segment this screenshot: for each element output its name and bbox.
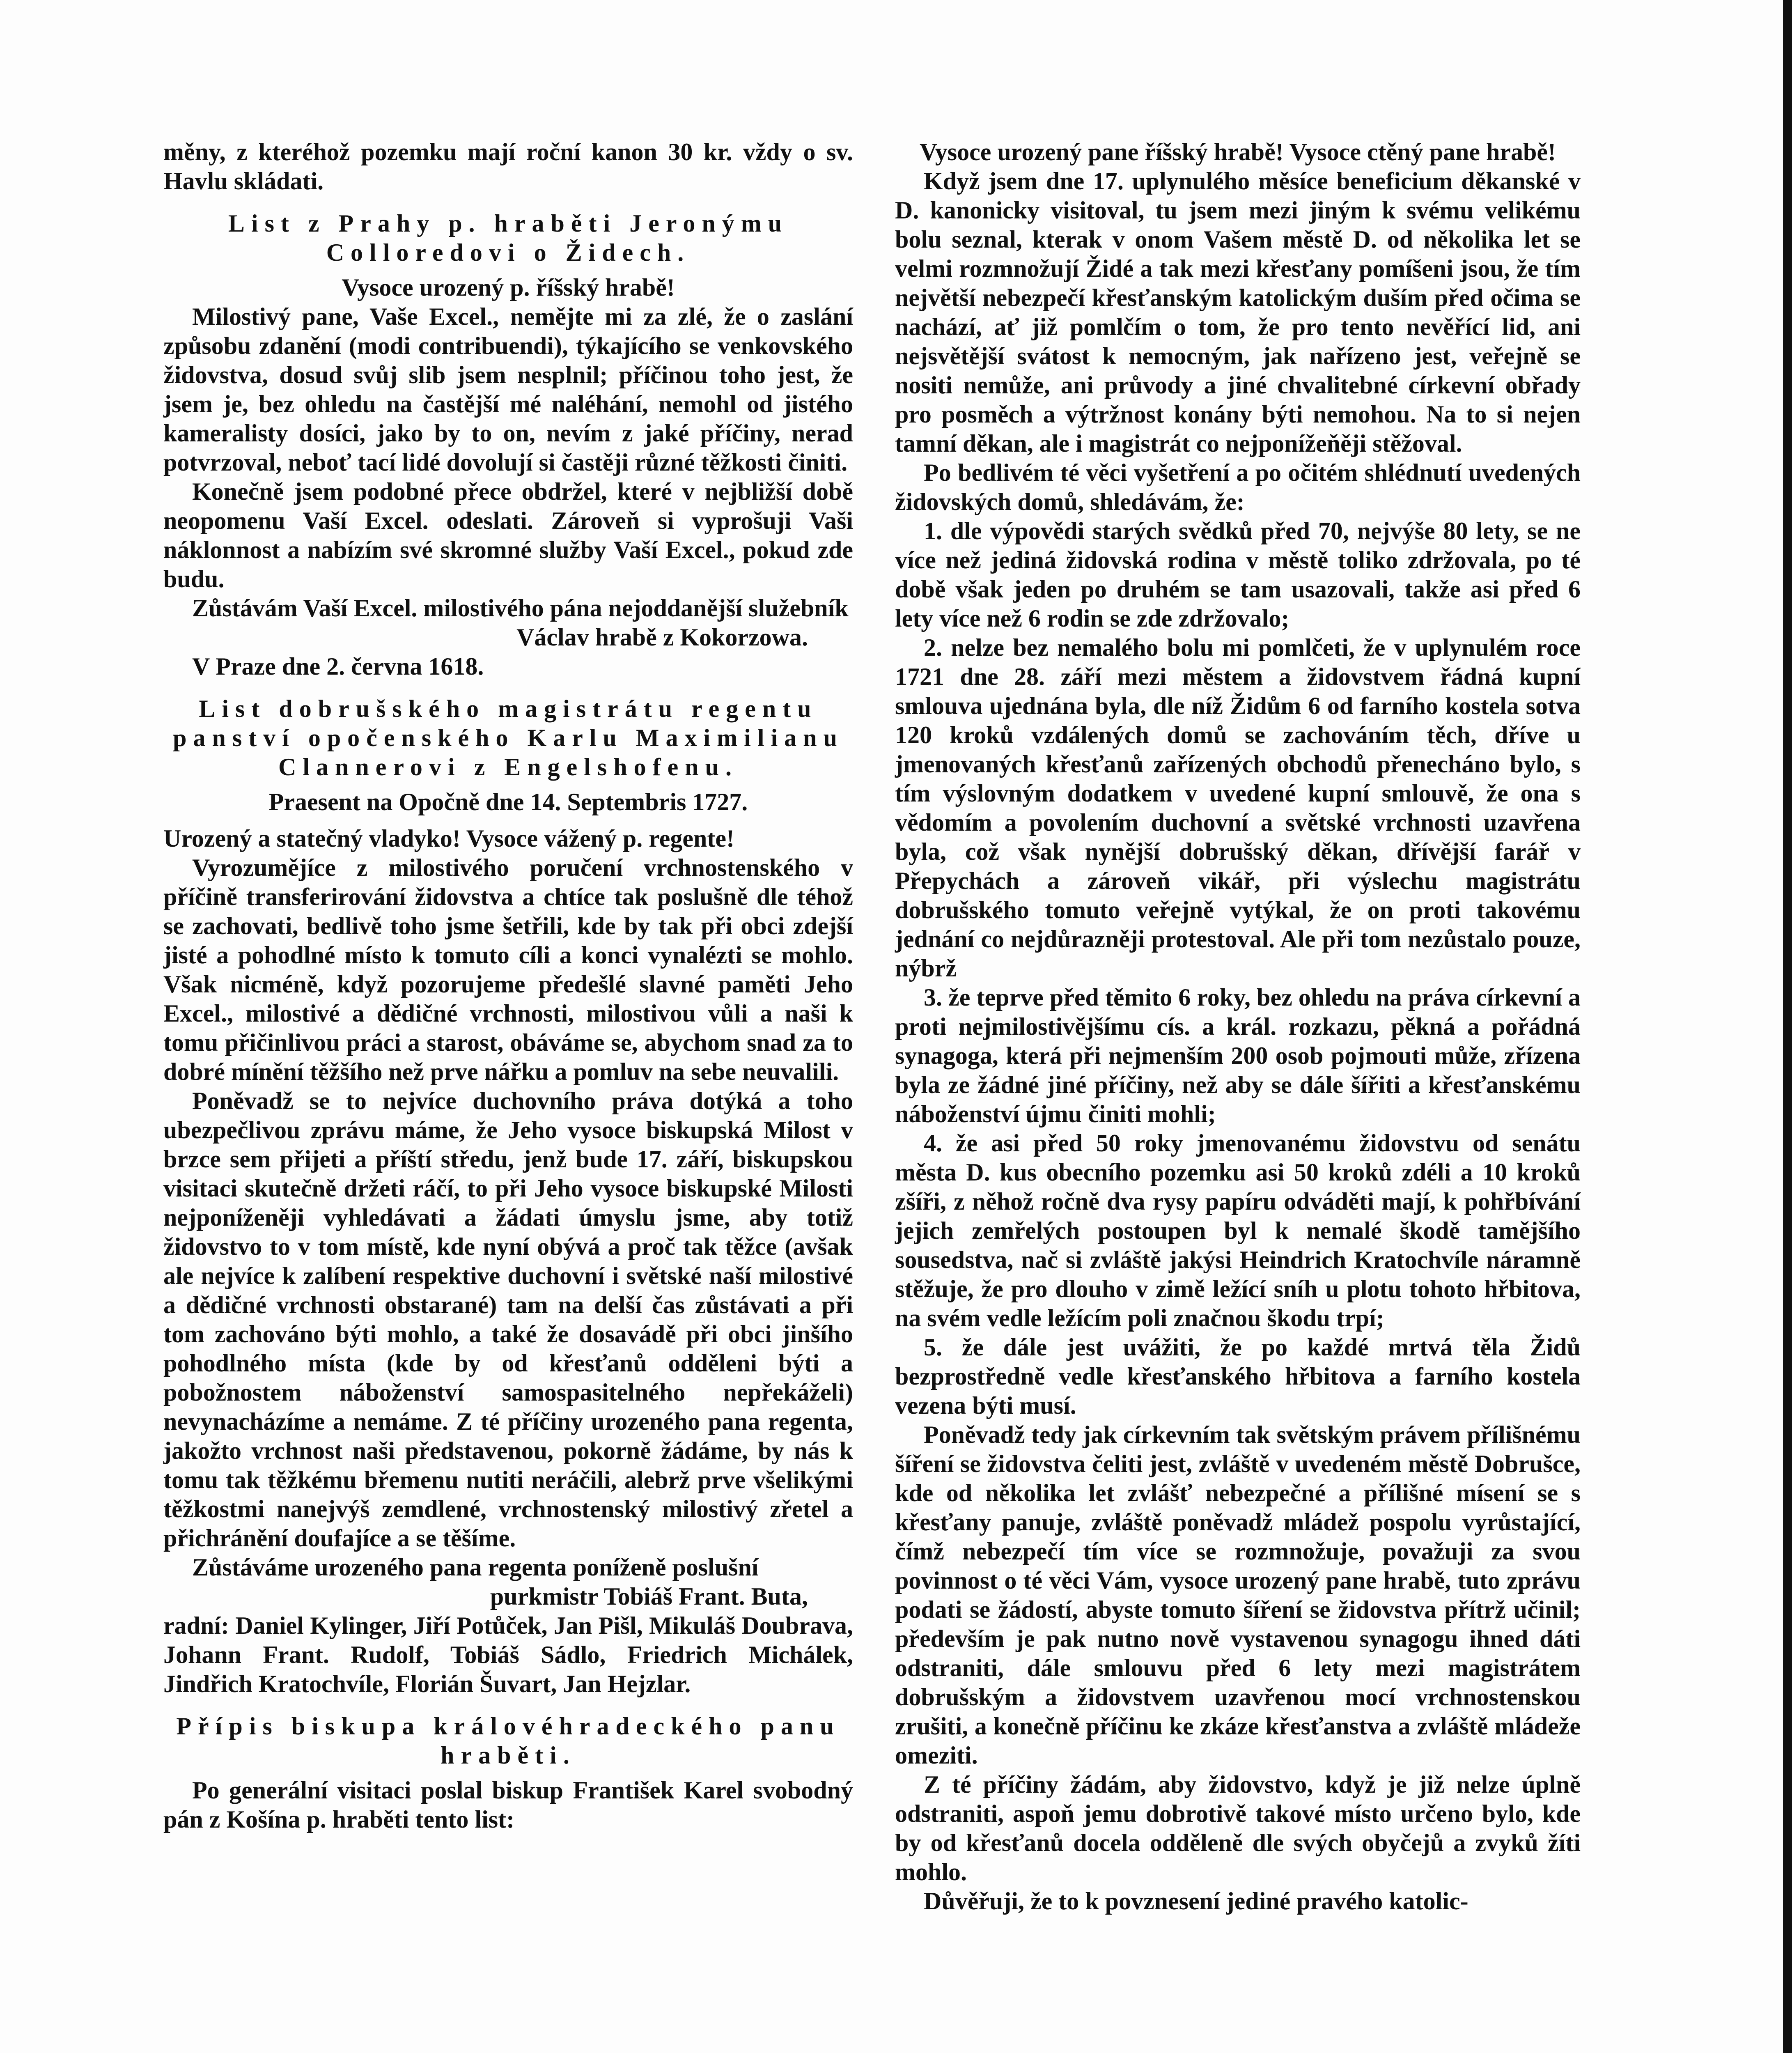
section-heading: List z Prahy p. hraběti Jeronýmu Colloredovi o Židech. bbox=[228, 210, 789, 266]
paragraph: Konečně jsem podobné přece obdržel, které v nejbližší době neopomenu Vaší Excel. odeslati. Zároveň si vyprošuji Vaši náklonnost a nabízím své skromné služby Vaší Excel., pokud zde budu. bbox=[163, 478, 853, 592]
section-heading: List dobrušského magistrátu regentu panství opočenského Karlu Maximilianu Clannerovi z Engelshofenu. bbox=[173, 695, 844, 781]
paragraph: Vyrozumějíce z milostivého poručení vrchnostenského v příčině transferirování židovstva a chtíce tak poslušně dle téhož se zachovati, bedlivě toho jsme šetřili, kde by tak při obci zdejší jisté a pohodlné místo k tomuto cíli a konci vynalézti se mohlo. Však nicméně, když pozorujeme předešlé slavné paměti Jeho Excel., milostivé a dědičné vrchnosti, milostivou vůli a naši k tomu přičinlivou práci a starost, obáváme se, abychom snad za to dobré mínění těžšího než prve nářku a pomluv na sebe neuvalili. bbox=[163, 854, 853, 1085]
list-item: 1. dle výpovědi starých svědků před 70, nejvýše 80 lety, se ne více než jediná židovská rodina v městě toliko zdržovala, po té době však jeden po druhém se tam usazovali, takže asi před 6 lety více než 6 rodin se zde zdržovalo; bbox=[895, 517, 1581, 632]
paragraph: Když jsem dne 17. uplynulého měsíce beneficium děkanské v D. kanonicky visitoval, tu jsem mezi jiným k svému velikému bolu seznal, kterak v onom Vašem městě D. od několika let se velmi rozmnožují Židé a tak mezi křesťany pomíšeni jsou, že tím největší nebezpečí křesťanským katolickým duším před očima se nachází, ať již pomlčím o tom, že pro tento nevěřící lid, ani nejsvětější svátost k nemocným, jak nařízeno jest, veřejně se nositi nemůže, ani průvody a jiné chvalitebné církevní obřady pro posměch a výtržnost konány býti nemohou. Na to si nejen tamní děkan, ale i magistrát co nejponížeňěji stěžoval. bbox=[895, 168, 1581, 457]
salutation: Urozený a statečný vladyko! Vysoce vážený p. regente! bbox=[163, 825, 734, 852]
list-item: 5. že dále jest uvážiti, že po každé mrtvá těla Židů bezprostředně vedle křesťanského hřbitova a farního kostela vezena býti musí. bbox=[895, 1334, 1581, 1419]
list-item: 3. že teprve před těmito 6 roky, bez ohledu na práva církevní a proti nejmilostivějšímu cís. a král. rozkazu, pěkná a pořádná synagoga, která při nejmenším 200 osob pojmouti může, zřízena byla ze žádné jiné příčiny, než aby se dále šířiti a křesťanskému náboženství újmu činiti mohli; bbox=[895, 984, 1581, 1128]
paragraph: Milostivý pane, Vaše Excel., nemějte mi za zlé, že o zaslání způsobu zdanění (modi contribuendi), týkajícího se venkovského židovstva, dosud svůj slib jsem nesplnil; příčinou toho jest, že jsem je, bez ohledu na častější mé naléhání, nemohl od jistého kameralisty dosíci, jako by to on, nevím z jaké příčiny, nerad potvrzoval, neboť tací lidé dovolují si častěji různé těžkosti činiti. bbox=[163, 303, 853, 476]
right-column bbox=[895, 138, 1581, 1916]
paragraph: Zůstáváme urozeného pana regenta poníženě poslušní bbox=[192, 1554, 759, 1581]
praesent-note: Praesent na Opočně dne 14. Septembris 1727. bbox=[268, 788, 748, 815]
date-line: V Praze dne 2. června 1618. bbox=[192, 653, 484, 680]
paragraph: měny, z kteréhož pozemku mají roční kanon 30 kr. vždy o sv. Havlu skládati. bbox=[163, 138, 853, 195]
section-heading: Přípis biskupa královéhradeckého panu hraběti. bbox=[176, 1713, 840, 1769]
paragraph: Důvěřuji, že to k povznesení jediné pravého katolic- bbox=[924, 1888, 1468, 1915]
paragraph: Po bedlivém té věci vyšetření a po očitém shlédnutí uvedených židovských domů, shledávám, že: bbox=[895, 459, 1581, 515]
list-item: 2. nelze bez nemalého bolu mi pomlčeti, že v uplynulém roce 1721 dne 28. září mezi městem a židovstvem řádná kupní smlouva ujednána byla, dle níž Židům 6 od farního kostela sotva 120 kroků vzdálených domů se zachováním těch, dříve u jmenovaných křesťanů zařízených obchodů přenecháno bylo, s tím výslovným dodatkem v uvedené kupní smlouvě, že ona s vědomím a povolením duchovní a světské vrchnosti uzavřena byla, což však nynější dobrušský děkan, dřívější farář v Přepychách a zároveň vikář, při výslechu magistrátu dobrušského tomuto veřejně vytýkal, že on proti takovému jednání co nejdůrazněji protestoval. Ale při tom nezůstalo pouze, nýbrž bbox=[895, 634, 1581, 982]
paragraph: Zůstávám Vaší Excel. milostivého pána nejoddanější služebník bbox=[192, 595, 849, 622]
salutation: Vysoce urozený p. říšský hrabě! bbox=[342, 274, 675, 301]
paragraph: Z té příčiny žádám, aby židovstvo, když je již nelze úplně odstraniti, aspoň jemu dobrotivě takové místo určeno bylo, kde by od křesťanů docela odděleně dle svých obyčejů a zvyků žíti mohlo. bbox=[895, 1771, 1581, 1885]
signature: purkmistr Tobiáš Frant. Buta, bbox=[490, 1583, 808, 1610]
signature: Václav hrabě z Kokorzowa. bbox=[516, 624, 808, 651]
left-column bbox=[163, 138, 853, 1834]
paragraph: Poněvadž se to nejvíce duchovního práva dotýká a toho ubezpečlivou zprávu máme, že Jeho vysoce biskupská Milost v brzce sem přijeti a příští středu, jenž bude 17. září, biskupskou visitaci skutečně držeti ráčí, to při Jeho vysoce biskupské Milosti nejponíženěji vyhledávati a žádati úmyslu jsme, aby totiž židovstvo to v tom místě, kde nyní obývá a proč tak těžce (avšak ale nejvíce k zalíbení respektive duchovní i světské naší milostivé a dědičné vrchnosti obstarané) tam na delší čas zůstávati a při tom zachováno býti mohlo, a také že dosavádě při obci jinšího pohodlného místa (kde by od křesťanů odděleni býti a pobožnostem náboženství samospasitelného nepřekáželi) nevynacházíme a nemáme. Z té příčiny urozeného pana regenta, jakožto vrchnost naši představenou, pokorně žádáme, by nás k tomu tak těžkému břemenu nutiti neráčili, alebrž prve všelikými těžkostmi nanejvýš zemdlené, vrchnostenský milostivý zřetel a přichránění doufajíce a se těšíme. bbox=[163, 1087, 853, 1552]
list-item: 4. že asi před 50 roky jmenovanému židovstvu od senátu města D. kus obecního pozemku asi 50 kroků zdéli a 10 kroků zšíři, z něhož ročně dva rysy papíru odváděti mají, k pohřbívání jejich zemřelých postoupen byl k nemalé škodě tamějšího sousedstva, nač si zvláště jakýsi Heindrich Kratochvíle náramně stěžuje, že pro dlouho v zimě ležící sníh u plotu tohoto hřbitova, na svém vedle ležícím poli značnou škodu trpí; bbox=[895, 1130, 1581, 1332]
council-members: radní: Daniel Kylinger, Jiří Potůček, Jan Pišl, Mikuláš Doubrava, Johann Frant. Rudolf, Tobiáš Sádlo, Friedrich Michálek, Jindřich Kratochvíle, Florián Šuvart, Jan Hejzlar. bbox=[163, 1612, 853, 1697]
salutation: Vysoce urozený pane říšský hrabě! Vysoce ctěný pane hrabě! bbox=[919, 138, 1556, 165]
paragraph: Poněvadž tedy jak církevním tak světským právem přílišnému šíření se židovstva čeliti jest, zvláště v uvedeném městě Dobrušce, kde od několika let zvlášť nebezpečné a přílišné mísení se s křesťany panuje, zvláště poněvadž mládež pospolu vyrůstající, čímž nebezpečí tím více se rozmnožuje, považuji za svou povinnost o té věci Vám, vysoce urozený pane hrabě, tuto zprávu podati se žádostí, abyste tomuto šíření se židovstva přítrž učinil; především je pak nutno nově vystavenou synagogu ihned dáti odstraniti, dále smlouvu před 6 lety mezi magistrátem dobrušským a židovstvem uzavřenou mocí vrchnostenskou zrušiti, a konečně příčinu ke zkáze křesťanstva a zvláště mládeže omeziti. bbox=[895, 1421, 1581, 1769]
scan-edge-right bbox=[1783, 0, 1792, 2053]
paragraph: Po generální visitaci poslal biskup František Karel svobodný pán z Košína p. hraběti tento list: bbox=[163, 1777, 853, 1833]
